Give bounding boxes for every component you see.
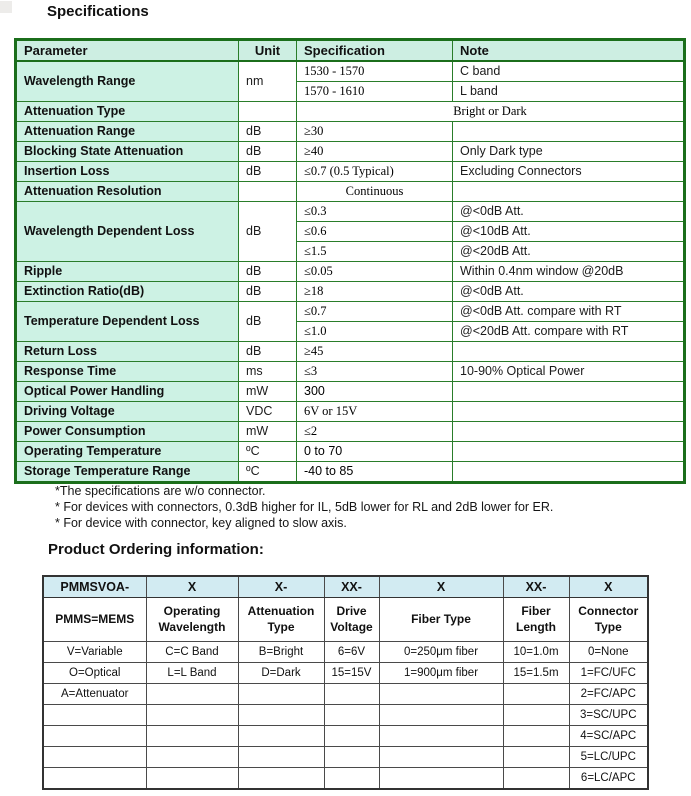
order-option-row: [43, 705, 648, 726]
footnote-line-1: *The specifications are w/o connector.: [55, 484, 266, 498]
spec-unit-cell: dB: [239, 162, 297, 182]
footnotes: [55, 483, 553, 531]
spec-value-cell: ≤0.7 (0.5 Typical): [297, 162, 453, 182]
spec-unit-cell: dB: [239, 342, 297, 362]
spec-param-cell: Insertion Loss: [16, 162, 239, 182]
order-option-cell: [146, 684, 238, 705]
order-code-cell: XX-: [324, 576, 379, 598]
order-option-cell: [43, 726, 146, 747]
spec-note-cell: @<0dB Att.: [453, 202, 685, 222]
order-option-cell: D=Dark: [238, 663, 324, 684]
col-header-parameter: Parameter: [16, 40, 239, 62]
spec-unit-cell: dB: [239, 282, 297, 302]
order-option-cell: V=Variable: [43, 642, 146, 663]
spec-note-cell: @<10dB Att.: [453, 222, 685, 242]
spec-note-cell: Only Dark type: [453, 142, 685, 162]
order-option-cell: C=C Band: [146, 642, 238, 663]
order-option-cell: [43, 768, 146, 790]
order-option-cell: [146, 768, 238, 790]
spec-value-cell: 6V or 15V: [297, 402, 453, 422]
order-option-row: [43, 684, 648, 705]
spec-param-cell: Power Consumption: [16, 422, 239, 442]
order-option-cell: 3=SC/UPC: [569, 705, 648, 726]
spec-note-cell: [453, 442, 685, 462]
order-option-cell: L=L Band: [146, 663, 238, 684]
spec-param-cell: Operating Temperature: [16, 442, 239, 462]
spec-note-cell: L band: [453, 82, 685, 102]
spec-param-cell: Return Loss: [16, 342, 239, 362]
spec-value-cell: ≤3: [297, 362, 453, 382]
spec-unit-cell: [239, 182, 297, 202]
order-option-cell: [324, 684, 379, 705]
spec-value-cell: ≥30: [297, 122, 453, 142]
order-label-cell: Connector Type: [569, 598, 648, 642]
order-option-cell: 2=FC/APC: [569, 684, 648, 705]
spec-unit-cell: ms: [239, 362, 297, 382]
spec-row-wavelength-range-1: [16, 61, 685, 82]
spec-unit-cell: dB: [239, 202, 297, 262]
order-option-cell: [503, 747, 569, 768]
order-option-cell: [324, 747, 379, 768]
order-option-cell: [238, 726, 324, 747]
order-option-cell: 1=900μm fiber: [379, 663, 503, 684]
spec-param-cell: Wavelength Dependent Loss: [16, 202, 239, 262]
order-label-cell: Fiber Length: [503, 598, 569, 642]
spec-value-cell: ≤0.3: [297, 202, 453, 222]
spec-header-row: [16, 40, 685, 62]
spec-value-cell: ≥45: [297, 342, 453, 362]
spec-note-cell: [453, 182, 685, 202]
order-option-cell: [43, 747, 146, 768]
order-option-cell: [503, 684, 569, 705]
order-code-cell: XX-: [503, 576, 569, 598]
spec-param-cell: Blocking State Attenuation: [16, 142, 239, 162]
order-option-cell: 1=FC/UFC: [569, 663, 648, 684]
order-label-cell: Fiber Type: [379, 598, 503, 642]
order-option-cell: 10=1.0m: [503, 642, 569, 663]
order-option-cell: [43, 705, 146, 726]
spec-unit-cell: mW: [239, 382, 297, 402]
order-code-cell: X: [146, 576, 238, 598]
order-option-cell: 4=SC/APC: [569, 726, 648, 747]
spec-row-wdl-1: [16, 202, 685, 222]
spec-note-cell: Within 0.4nm window @20dB: [453, 262, 685, 282]
spec-row-attenuation-resolution: [16, 182, 685, 202]
col-header-specification: Specification: [297, 40, 453, 62]
order-label-cell: Operating Wavelength: [146, 598, 238, 642]
order-option-cell: [324, 768, 379, 790]
spec-note-cell: @<20dB Att.: [453, 242, 685, 262]
spec-param-cell: Optical Power Handling: [16, 382, 239, 402]
order-code-cell: X-: [238, 576, 324, 598]
spec-note-cell: [453, 402, 685, 422]
spec-note-cell: [453, 422, 685, 442]
spec-note-cell: @<0dB Att.: [453, 282, 685, 302]
spec-row-driving-voltage: [16, 402, 685, 422]
spec-param-cell: Response Time: [16, 362, 239, 382]
order-option-row: [43, 768, 648, 790]
order-option-cell: [379, 705, 503, 726]
spec-row-return-loss: [16, 342, 685, 362]
order-code-cell: X: [569, 576, 648, 598]
order-option-cell: A=Attenuator: [43, 684, 146, 705]
spec-param-cell: Ripple: [16, 262, 239, 282]
order-option-cell: [379, 684, 503, 705]
spec-row-blocking-state-attenuation: [16, 142, 685, 162]
spec-row-extinction-ratio: [16, 282, 685, 302]
order-option-row: [43, 663, 648, 684]
order-option-cell: 0=250μm fiber: [379, 642, 503, 663]
bullet-square: [0, 1, 12, 13]
order-code-cell: PMMSVOA-: [43, 576, 146, 598]
spec-row-response-time: [16, 362, 685, 382]
order-option-cell: [146, 726, 238, 747]
order-label-cell: PMMS=MEMS: [43, 598, 146, 642]
spec-unit-cell: dB: [239, 262, 297, 282]
spec-value-cell: Bright or Dark: [297, 102, 685, 122]
spec-value-cell: ≥40: [297, 142, 453, 162]
spec-unit-cell: dB: [239, 302, 297, 342]
order-option-cell: O=Optical: [43, 663, 146, 684]
spec-unit-cell: [239, 102, 297, 122]
spec-row-operating-temperature: [16, 442, 685, 462]
spec-value-cell: 1570 - 1610: [297, 82, 453, 102]
spec-row-insertion-loss: [16, 162, 685, 182]
order-code-cell: X: [379, 576, 503, 598]
spec-unit-cell: dB: [239, 122, 297, 142]
order-option-cell: [146, 747, 238, 768]
spec-value-cell: Continuous: [297, 182, 453, 202]
footnote-line-3: * For device with connector, key aligned to slow axis.: [55, 516, 347, 530]
order-option-cell: 6=6V: [324, 642, 379, 663]
specifications-title: Specifications: [47, 3, 149, 20]
spec-param-cell: Wavelength Range: [16, 61, 239, 102]
order-option-cell: [503, 705, 569, 726]
spec-unit-cell: nm: [239, 61, 297, 102]
spec-unit-cell: ºC: [239, 462, 297, 483]
spec-note-cell: [453, 462, 685, 483]
spec-value-cell: ≤1.0: [297, 322, 453, 342]
spec-note-cell: Excluding Connectors: [453, 162, 685, 182]
spec-row-attenuation-type: [16, 102, 685, 122]
col-header-unit: Unit: [239, 40, 297, 62]
order-option-cell: 15=15V: [324, 663, 379, 684]
spec-note-cell: @<20dB Att. compare with RT: [453, 322, 685, 342]
spec-row-attenuation-range: [16, 122, 685, 142]
spec-unit-cell: ºC: [239, 442, 297, 462]
order-option-cell: [146, 705, 238, 726]
spec-row-storage-temperature-range: [16, 462, 685, 483]
order-code-row: [43, 576, 648, 598]
order-option-cell: [379, 726, 503, 747]
order-label-cell: Attenuation Type: [238, 598, 324, 642]
spec-param-cell: Driving Voltage: [16, 402, 239, 422]
spec-note-cell: @<0dB Att. compare with RT: [453, 302, 685, 322]
spec-value-cell: -40 to 85: [297, 462, 453, 483]
spec-row-ripple: [16, 262, 685, 282]
spec-value-cell: 300: [297, 382, 453, 402]
order-option-cell: 6=LC/APC: [569, 768, 648, 790]
order-option-cell: [238, 684, 324, 705]
specifications-table: [14, 38, 686, 484]
spec-param-cell: Attenuation Type: [16, 102, 239, 122]
spec-value-cell: ≥18: [297, 282, 453, 302]
spec-note-cell: [453, 122, 685, 142]
spec-unit-cell: dB: [239, 142, 297, 162]
spec-value-cell: ≤0.05: [297, 262, 453, 282]
spec-note-cell: C band: [453, 61, 685, 82]
ordering-table: [42, 575, 649, 790]
spec-row-tdl-1: [16, 302, 685, 322]
order-option-cell: [379, 747, 503, 768]
order-option-row: [43, 642, 648, 663]
order-option-cell: [324, 726, 379, 747]
spec-row-optical-power-handling: [16, 382, 685, 402]
order-option-cell: 0=None: [569, 642, 648, 663]
spec-unit-cell: VDC: [239, 402, 297, 422]
order-option-cell: [238, 768, 324, 790]
order-option-cell: [324, 705, 379, 726]
spec-value-cell: ≤1.5: [297, 242, 453, 262]
spec-param-cell: Storage Temperature Range: [16, 462, 239, 483]
order-option-row: [43, 726, 648, 747]
order-option-cell: [503, 768, 569, 790]
spec-param-cell: Temperature Dependent Loss: [16, 302, 239, 342]
order-option-cell: 5=LC/UPC: [569, 747, 648, 768]
order-option-cell: [379, 768, 503, 790]
spec-param-cell: Attenuation Resolution: [16, 182, 239, 202]
spec-row-power-consumption: [16, 422, 685, 442]
spec-value-cell: 0 to 70: [297, 442, 453, 462]
order-option-row: [43, 747, 648, 768]
spec-note-cell: [453, 382, 685, 402]
ordering-title: Product Ordering information:: [48, 541, 264, 558]
spec-unit-cell: mW: [239, 422, 297, 442]
spec-param-cell: Extinction Ratio(dB): [16, 282, 239, 302]
col-header-note: Note: [453, 40, 685, 62]
order-option-cell: B=Bright: [238, 642, 324, 663]
spec-note-cell: 10-90% Optical Power: [453, 362, 685, 382]
order-option-cell: [238, 747, 324, 768]
order-label-cell: Drive Voltage: [324, 598, 379, 642]
footnote-line-2: * For devices with connectors, 0.3dB higher for IL, 5dB lower for RL and 2dB lower for ER.: [55, 500, 554, 514]
spec-value-cell: ≤0.7: [297, 302, 453, 322]
spec-param-cell: Attenuation Range: [16, 122, 239, 142]
order-label-row: [43, 598, 648, 642]
spec-value-cell: ≤0.6: [297, 222, 453, 242]
order-option-cell: 15=1.5m: [503, 663, 569, 684]
spec-value-cell: ≤2: [297, 422, 453, 442]
spec-note-cell: [453, 342, 685, 362]
order-option-cell: [238, 705, 324, 726]
spec-value-cell: 1530 - 1570: [297, 61, 453, 82]
order-option-cell: [503, 726, 569, 747]
